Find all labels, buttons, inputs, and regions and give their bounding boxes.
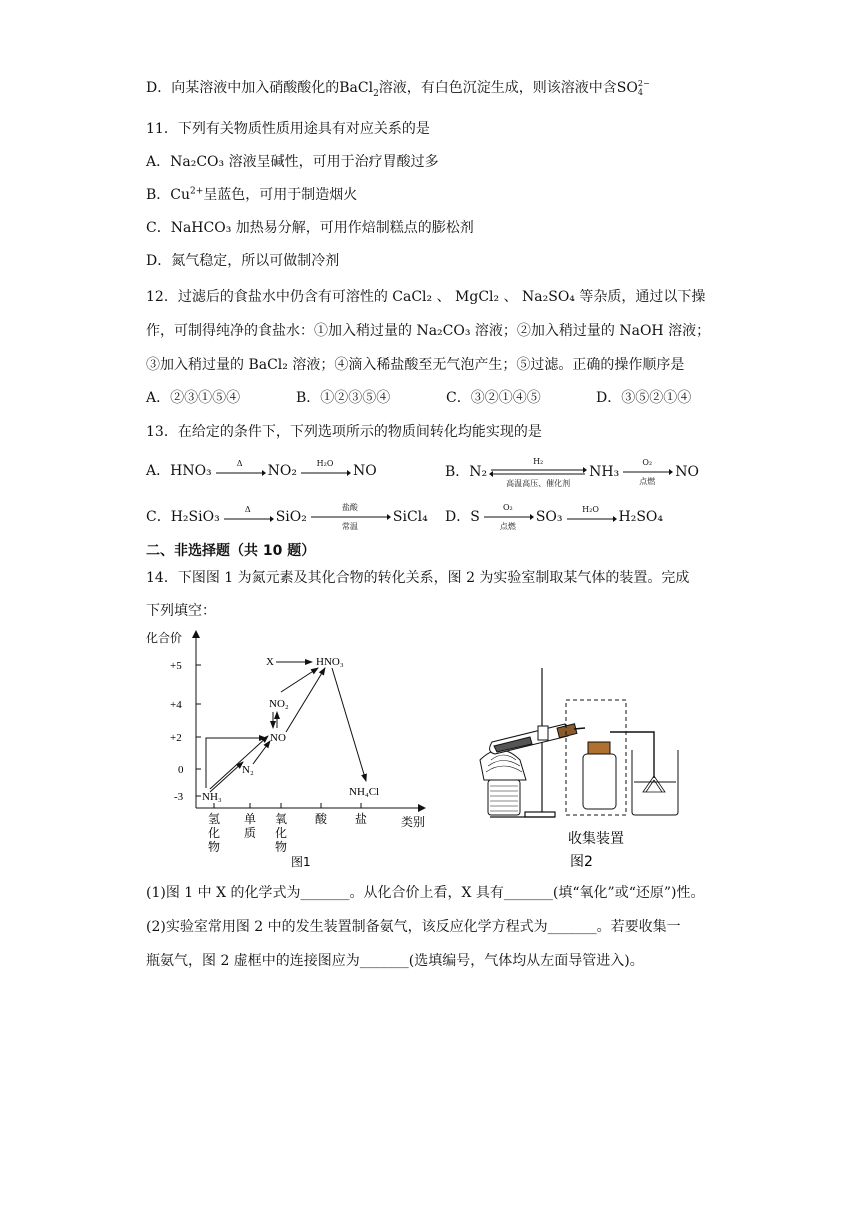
y-tick: +4 [170, 699, 182, 711]
q13c-r3: SiCl₄ [392, 509, 428, 525]
q12-option-b: B．①②③⑤④ [296, 390, 391, 406]
delivery-tube [574, 728, 585, 729]
q13-stem: 13．在给定的条件下，下列选项所示的物质间转化均能实现的是 [146, 424, 542, 440]
q12-option-c: C．③②①④⑤ [446, 390, 541, 406]
q11-option-a: A．Na₂CO₃ 溶液呈碱性，可用于治疗胃酸过多 [146, 154, 439, 170]
arrow-no-to-hno3 [286, 668, 325, 732]
arrow-condition: 常温 [341, 522, 358, 531]
reaction-arrow [222, 507, 274, 527]
clamp [538, 726, 548, 740]
q13-option-a [146, 461, 377, 481]
q13d-r1: D．S [445, 509, 480, 525]
q13a-r2: NO₂ [267, 463, 298, 479]
q13c-r1: C．H₂SiO₃ [146, 509, 220, 525]
arrow-condition: 点燃 [639, 477, 656, 486]
arrow-nh3-to-no [210, 736, 268, 789]
q13-option-c [146, 503, 428, 531]
y-axis-label: 化合价 [146, 631, 183, 645]
test-tube [490, 724, 577, 754]
species-nh4cl: NH₄Cl [349, 786, 380, 798]
y-tick: +2 [170, 732, 182, 744]
x-cat-element: 单质 [243, 812, 257, 840]
q13d-r2: SO₃ [535, 509, 563, 525]
figure-2-apparatus [470, 660, 720, 870]
reaction-arrow [214, 461, 266, 481]
section-heading: 二、非选择题（共 10 题） [146, 543, 316, 559]
q14-part1: (1)图 1 中 X 的化学式为_______。从化合价上看，X 具有_______(填“氧化”或“还原”)性。 [146, 885, 705, 901]
q12-option-d: D．③⑤②①④ [596, 390, 692, 406]
species-x: X [266, 656, 274, 668]
species-n2: N₂ [242, 764, 254, 776]
q10d-so: SO [616, 80, 638, 96]
q13-option-d [445, 503, 664, 531]
q10d-text: D．向某溶液中加入硝酸酸化的 [146, 80, 340, 96]
q11b-sup: 2+ [190, 186, 204, 197]
species-no2: NO₂ [269, 698, 289, 710]
arrow-n2-to-no [253, 741, 270, 764]
arrow-condition: 高温高压、催化剂 [506, 479, 571, 488]
beaker [632, 750, 678, 815]
arrow-condition: Δ [236, 459, 243, 468]
figure-1-nitrogen-diagram [146, 628, 436, 873]
species-no: NO [270, 732, 286, 744]
q10d-sup: 2− [637, 79, 650, 88]
reaction-arrow [621, 458, 673, 486]
arrow-condition: H₂ [533, 457, 544, 466]
arrow-condition: Δ [244, 505, 251, 514]
reaction-arrow [482, 503, 534, 531]
q13b-r3: NO [675, 464, 699, 480]
collection-bottle [583, 742, 616, 809]
arrow-condition: 点燃 [499, 522, 516, 531]
q11b-post: 呈蓝色，可用于制造烟火 [203, 187, 358, 203]
q14-part2-line2: 瓶氨气，图 2 虚框中的连接图应为_______(选填编号，气体均从左面导管进入)。 [146, 953, 644, 969]
x-cat-salt: 盐 [354, 812, 368, 826]
species-nh3: NH₃ [202, 791, 222, 803]
q14-line1: 14．下图图 1 为氮元素及其化合物的转化关系，图 2 为实验室制取某气体的装置。完成 [146, 570, 690, 586]
arrow-condition: O₂ [502, 503, 513, 512]
q11b-pre: B．Cu [146, 187, 191, 203]
q13b-r1: B．N₂ [445, 464, 488, 480]
q13a-r1: A．HNO₃ [146, 463, 212, 479]
funnel [643, 776, 665, 792]
reaction-arrow [299, 461, 351, 481]
y-tick: +5 [170, 660, 182, 672]
reaction-arrow [565, 507, 617, 527]
q11-option-d: D．氮气稳定，所以可做制冷剂 [146, 253, 340, 269]
arrow-condition: O₂ [642, 458, 653, 467]
q13b-r2: NH₃ [589, 464, 620, 480]
q13d-r3: H₂SO₄ [618, 509, 664, 525]
arrow-hno3-to-nh4cl [332, 668, 366, 781]
q14-line2: 下列填空： [146, 603, 216, 619]
x-cat-acid: 酸 [314, 812, 328, 826]
q11-option-b [146, 185, 357, 205]
y-tick: 0 [178, 764, 184, 776]
q10d-bacl: BaCl [339, 80, 374, 96]
equilibrium-arrow [489, 457, 587, 488]
q12-option-a: A．②③①⑤④ [146, 390, 241, 406]
q10d-sub: 2 [373, 88, 379, 99]
species-hno3: HNO₃ [316, 656, 344, 668]
arrow-condition: 盐酸 [341, 503, 358, 512]
q10d-sub4: 4 [637, 88, 643, 97]
q12-line1: 12．过滤后的食盐水中仍含有可溶性的 CaCl₂ 、 MgCl₂ 、 Na₂SO₄ 等杂质，通过以下操 [146, 289, 706, 305]
x-axis-label: 类别 [401, 815, 426, 829]
arrow-nh3-to-n2 [210, 762, 243, 792]
arrow-condition: H₂O [582, 505, 599, 514]
figure-1-caption: 图1 [291, 855, 311, 869]
q10-option-d [146, 78, 650, 98]
q13-option-b [445, 457, 699, 488]
x-cat-oxide: 氧化物 [274, 812, 288, 854]
q12-line3: ③加入稍过量的 BaCl₂ 溶液；④滴入稀盐酸至无气泡产生；⑤过滤。正确的操作顺序是 [146, 357, 685, 373]
q13c-r2: SiO₂ [275, 509, 307, 525]
q11-option-c: C．NaHCO₃ 加热易分解，可用作焙制糕点的膨松剂 [146, 220, 474, 236]
y-tick: -3 [174, 791, 184, 803]
q13a-r3: NO [353, 463, 377, 479]
q11-stem: 11．下列有关物质性质用途具有对应关系的是 [146, 121, 430, 137]
q12-line2: 作，可制得纯净的食盐水：①加入稍过量的 Na₂CO₃ 溶液；②加入稍过量的 NaOH 溶液； [146, 323, 711, 339]
q10d-mid: 溶液，有白色沉淀生成，则该溶液中含 [378, 80, 617, 96]
collection-device-label: 收集装置 [568, 831, 624, 847]
arrow-condition: H₂O [316, 459, 334, 468]
q14-part2-line1: (2)实验室常用图 2 中的发生装置制备氨气，该反应化学方程式为_______。若要收集一 [146, 919, 681, 935]
reaction-arrow [309, 503, 391, 531]
alcohol-lamp [480, 750, 526, 815]
figure-2-caption: 图2 [570, 854, 593, 870]
x-cat-hydride: 氢化物 [207, 812, 221, 854]
